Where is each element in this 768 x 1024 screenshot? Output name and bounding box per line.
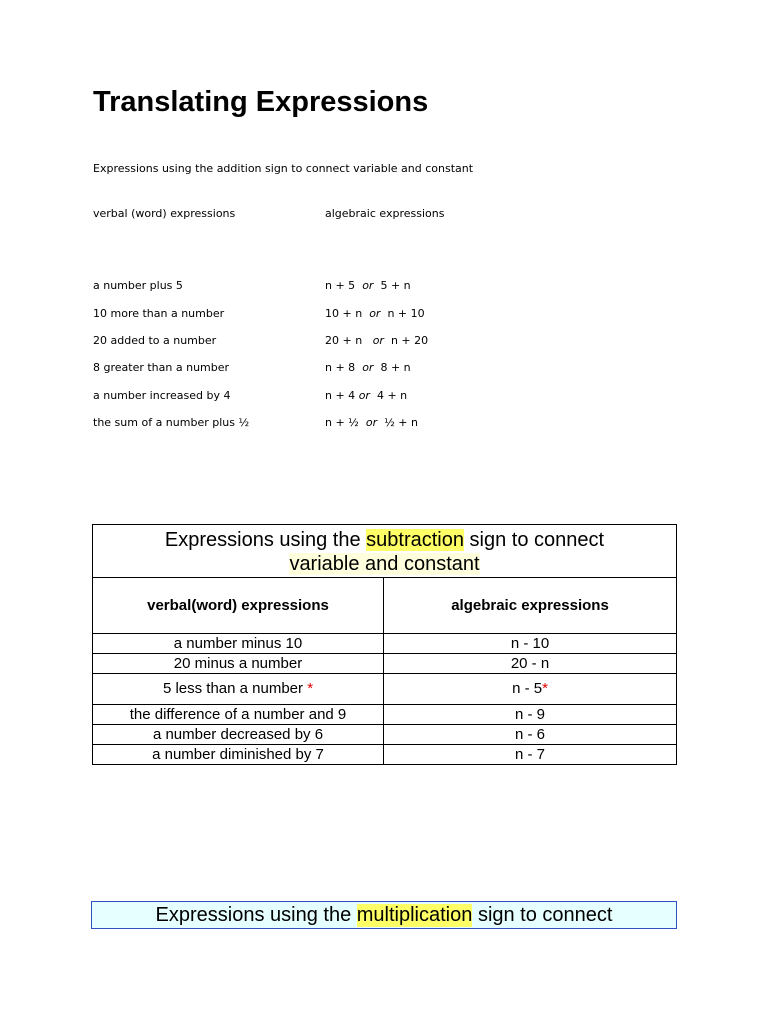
subtraction-verbal: a number minus 10 (93, 634, 384, 654)
subtraction-table (92, 524, 677, 765)
table-row (93, 725, 677, 745)
addition-col-algebraic: algebraic expressions (325, 207, 445, 220)
subtraction-verbal: the difference of a number and 9 (93, 705, 384, 725)
subtraction-col-verbal: verbal(word) expressions (93, 578, 384, 634)
addition-heading: Expressions using the addition sign to connect variable and constant (93, 162, 474, 175)
subtraction-heading: Expressions using the subtraction sign to connect variable and constant (93, 525, 677, 578)
subtraction-verbal: a number decreased by 6 (93, 725, 384, 745)
asterisk: * (542, 680, 548, 697)
subtraction-algebraic: 20 - n (384, 654, 677, 674)
addition-verbal: a number increased by 4 (93, 389, 231, 402)
table-row (93, 705, 677, 725)
highlight: multiplication (356, 903, 473, 926)
highlight: subtraction (366, 528, 464, 551)
subtraction-algebraic: n - 6 (384, 725, 677, 745)
addition-verbal: 8 greater than a number (93, 361, 230, 374)
subtraction-algebraic: n - 5* (384, 674, 677, 705)
addition-verbal: a number plus 5 (93, 279, 183, 292)
addition-col-verbal: verbal (word) expressions (93, 207, 236, 220)
addition-algebraic: 10 + n or n + 10 (325, 307, 425, 320)
table-row (93, 674, 677, 705)
table-row (93, 745, 677, 765)
subtraction-algebraic: n - 9 (384, 705, 677, 725)
multiplication-heading: Expressions using the multiplication sign to connect (91, 901, 677, 929)
addition-algebraic: n + ½ or ½ + n (325, 416, 418, 429)
addition-verbal: the sum of a number plus ½ (93, 416, 250, 429)
addition-verbal: 10 more than a number (93, 307, 225, 320)
subtraction-verbal: 5 less than a number * (93, 674, 384, 705)
page-title: Translating Expressions (93, 86, 429, 118)
addition-algebraic: n + 4 or 4 + n (325, 389, 408, 402)
asterisk: * (307, 680, 314, 697)
subtraction-col-algebraic: algebraic expressions (384, 578, 677, 634)
subtraction-algebraic: n - 7 (384, 745, 677, 765)
addition-algebraic: 20 + n or n + 20 (325, 334, 429, 347)
subtraction-verbal: a number diminished by 7 (93, 745, 384, 765)
table-row (93, 654, 677, 674)
addition-algebraic: n + 8 or 8 + n (325, 361, 411, 374)
addition-verbal: 20 added to a number (93, 334, 217, 347)
subtraction-algebraic: n - 10 (384, 634, 677, 654)
subtraction-verbal: 20 minus a number (93, 654, 384, 674)
table-row (93, 634, 677, 654)
addition-algebraic: n + 5 or 5 + n (325, 279, 411, 292)
